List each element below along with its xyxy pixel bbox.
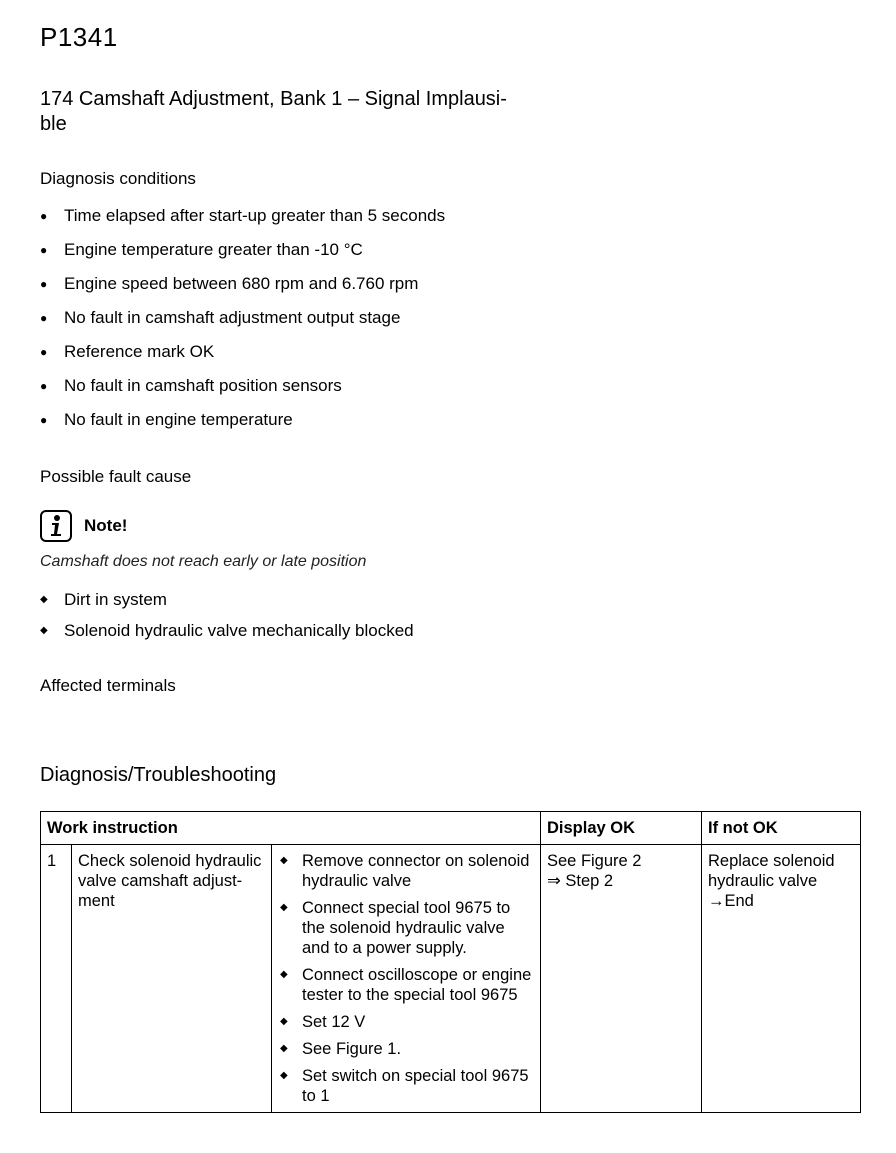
troubleshooting-heading: Diagnosis/Troubleshooting [40, 764, 277, 786]
display-ok-figure: See Figure 2 [547, 852, 642, 870]
display-ok-next-step: ⇒ Step 2 [547, 872, 614, 890]
list-item: ◆ Connect special tool 9675 to the solenoid hydraulic valve and to a power supply. [278, 898, 534, 958]
list-item: ◆ Dirt in system [40, 590, 414, 621]
step-instructions [272, 845, 541, 1113]
step-number: 1 [41, 845, 72, 1113]
table-header-row [41, 812, 861, 845]
list-item: ◆ Set 12 V [278, 1012, 534, 1032]
list-item: ◆ Solenoid hydraulic valve mechanically blocked [40, 621, 414, 652]
list-item: ● Time elapsed after start-up greater than 5 seconds [40, 206, 445, 240]
table-row [41, 845, 861, 1113]
info-icon [40, 510, 72, 542]
list-item: ● No fault in engine temperature [40, 410, 445, 444]
fault-title: 174 Camshaft Adjustment, Bank 1 – Signal Implausi- ble [40, 88, 507, 135]
step-title: Check solenoid hydraulic valve camshaft adjust- ment [72, 845, 272, 1113]
list-item: ● No fault in camshaft adjustment output stage [40, 308, 445, 342]
fault-cause-heading: Possible fault cause [40, 467, 192, 486]
fault-cause-list [40, 590, 414, 652]
column-header-if-not-ok: If not OK [702, 812, 861, 845]
display-ok-cell [541, 845, 702, 1113]
list-item: ◆ Set switch on special tool 9675 to 1 [278, 1066, 534, 1106]
troubleshooting-table [40, 811, 861, 1113]
list-item: ◆ Remove connector on solenoid hydraulic valve [278, 851, 534, 891]
note-callout [40, 510, 127, 542]
list-item: ● Engine speed between 680 rpm and 6.760 rpm [40, 274, 445, 308]
list-item: ● Engine temperature greater than -10 °C [40, 240, 445, 274]
column-header-display-ok: Display OK [541, 812, 702, 845]
note-text: Camshaft does not reach early or late position [40, 553, 367, 570]
affected-terminals-heading: Affected terminals [40, 676, 176, 695]
list-item: ● Reference mark OK [40, 342, 445, 376]
note-label: Note! [84, 516, 128, 535]
if-not-ok-cell [702, 845, 861, 1113]
list-item: ◆ Connect oscilloscope or engine tester to the special tool 9675 [278, 965, 534, 1005]
diagnosis-conditions-list [40, 206, 445, 444]
list-item: ● No fault in camshaft position sensors [40, 376, 445, 410]
if-not-ok-action: Replace solenoid hydraulic valve [708, 852, 835, 890]
diagnosis-conditions-heading: Diagnosis conditions [40, 169, 196, 188]
column-header-work-instruction: Work instruction [41, 812, 541, 845]
list-item: ◆ See Figure 1. [278, 1039, 534, 1059]
if-not-ok-end: →End [708, 892, 754, 910]
fault-code: P1341 [40, 22, 118, 52]
